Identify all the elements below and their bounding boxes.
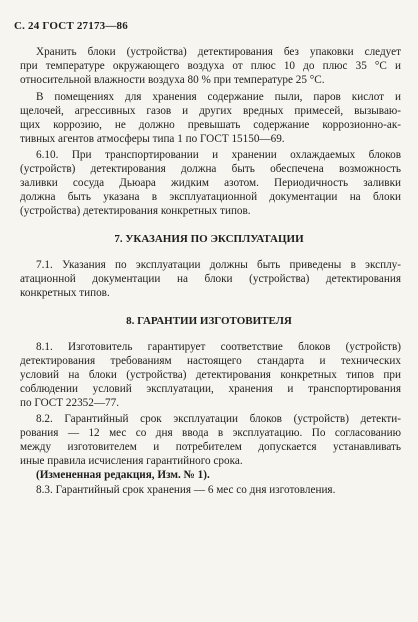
text-line: (устройства) детектирования конкретных типов.	[20, 205, 251, 217]
text-line: между изготовителем и потребителем допускается устанавливать	[20, 441, 401, 453]
text-line: 8.2. Гарантийный срок эксплуатации блоков (устройств) детекти-	[36, 413, 401, 425]
text-line: конкретных типов.	[20, 287, 110, 299]
text-line: 8.3. Гарантийный срок хранения — 6 мес со дня изготовления.	[36, 484, 336, 496]
text-line: 6.10. При транспортировании и хранении охлаждаемых блоков	[36, 149, 401, 161]
text-line: рования — 12 мес со дня ввода в эксплуатацию. По согласованию	[20, 427, 401, 439]
text-line: Хранить блоки (устройства) детектирования без упаковки следует	[36, 46, 401, 58]
text-line: 8.1. Изготовитель гарантирует соответствие блоков (устройств)	[36, 341, 401, 353]
text-line: В помещениях для хранения содержание пыли, паров кислот и	[36, 91, 401, 103]
text-line: атационной документации на блоки (устройства) детектирования	[20, 273, 401, 285]
text-line: при температуре окружающего воздуха от плюс 10 до плюс 35 °С и	[20, 60, 401, 72]
text-line: по ГОСТ 22352—77.	[20, 397, 120, 409]
text-line: детектирования требованиям настоящего стандарта и технических	[20, 355, 401, 367]
text-line: соблюдении условий эксплуатации, хранения и транспортирования	[20, 383, 401, 395]
section-heading: 7. УКАЗАНИЯ ПО ЭКСПЛУАТАЦИИ	[114, 233, 304, 245]
amendment-note: (Измененная редакция, Изм. № 1).	[36, 469, 210, 481]
text-line: иные правила исчисления гарантийного срока.	[20, 455, 243, 467]
text-line: заливки сосуда Дьюара жидким азотом. Периодичность заливки	[20, 177, 401, 189]
section-heading: 8. ГАРАНТИИ ИЗГОТОВИТЕЛЯ	[126, 315, 292, 327]
text-line: условий на блоки (устройства) детектирования конкретных типов при	[20, 369, 401, 381]
text-line: 7.1. Указания по эксплуатации должны быть приведены в эксплу-	[36, 259, 401, 271]
text-line: щих коррозию, не должно превышать содержание коррозионно-ак-	[20, 119, 401, 131]
text-line: (устройств) детектирования должна быть обеспечена возможность	[20, 163, 401, 175]
text-line: относительной влажности воздуха 80 % при температуре 25 °С.	[20, 74, 325, 86]
text-line: должна быть указана в эксплуатационной документации на блоки	[20, 191, 401, 203]
page-header: С. 24 ГОСТ 27173—86	[14, 20, 128, 32]
text-line: щелочей, агрессивных газов и других вредных примесей, вызываю-	[20, 105, 401, 117]
text-line: тивных агентов атмосферы типа 1 по ГОСТ 15150—69.	[20, 133, 285, 145]
